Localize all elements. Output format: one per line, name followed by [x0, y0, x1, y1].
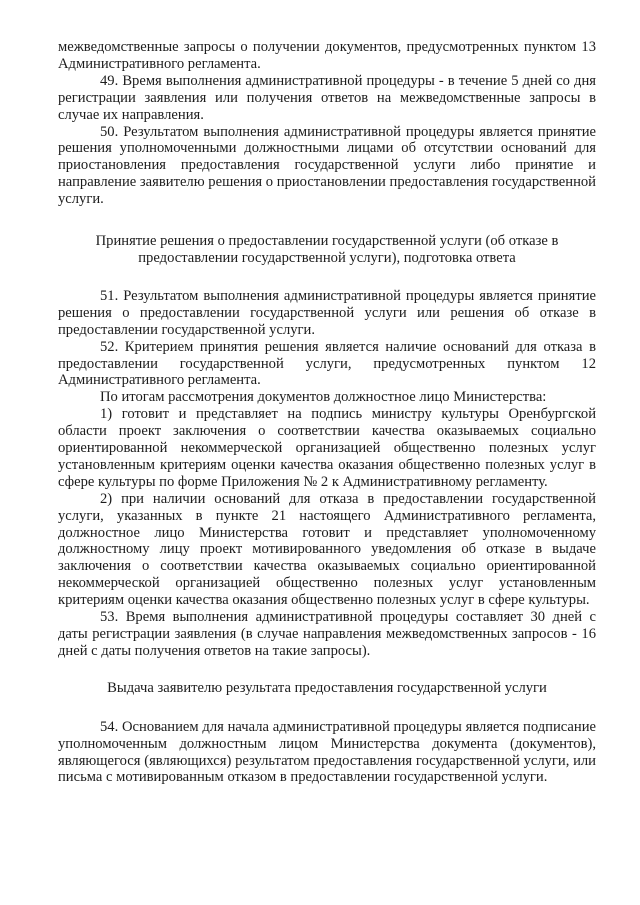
section-heading-decision: Принятие решения о предоставлении государственной услуги (об отказе в предоставлении государственной услуги), подготовка ответа [95, 233, 559, 266]
paragraph-51: 51. Результатом выполнения административной процедуры является принятие решения о предоставлении государственной услуги или решения об отказе в предоставлении государственной услуги. [58, 287, 596, 338]
paragraph-54: 54. Основанием для начала административной процедуры является подписание уполномоченным должностным лицом Министерства документа (документов), являющегося (являющихся) результатом предоставления государственной услуги, или письма с мотивированным отказом в предоставлении государственной услуги. [58, 718, 596, 786]
paragraph-item-1: 1) готовит и представляет на подпись министру культуры Оренбургской области проект заключения о соответствии качества оказываемых социально ориентированной некоммерческой организацией общественно полезных услуг установленным критериям оценки качества оказания общественно полезных услуг в сфере культуры по форме Приложения № 2 к Административному регламенту. [58, 406, 596, 490]
paragraph-53: 53. Время выполнения административной процедуры составляет 30 дней с даты регистрации заявления (в случае направления межведомственных запросов - 16 дней с даты получения ответов на такие запросы). [58, 609, 596, 659]
paragraph-52: 52. Критерием принятия решения является наличие оснований для отказа в предоставлении государственной услуги, предусмотренных пунктом 12 Административного регламента. [58, 338, 596, 389]
section-heading-issuance: Выдача заявителю результата предоставления государственной услуги [107, 679, 547, 696]
paragraph-item-2: 2) при наличии оснований для отказа в предоставлении государственной услуги, указанных в пункте 21 настоящего Административного регламента, должностное лицо Министерства готовит и представляет уполномоченному должностному лицу проект мотивированного уведомления об отказе в выдаче заключения о соответствии качества оказываемых социально ориентированной некоммерческой организацией общественно полезных услуг установленным критериям оценки качества оказания общественно полезных услуг в сфере культуры. [58, 490, 596, 609]
paragraph-continuation: межведомственные запросы о получении документов, предусмотренных пунктом 13 Административного регламента. [58, 39, 596, 72]
paragraph-review-results: По итогам рассмотрения документов должностное лицо Министерства: [100, 389, 547, 406]
paragraph-49: 49. Время выполнения административной процедуры - в течение 5 дней со дня регистрации заявления или получения ответов на межведомственные запросы в случае их направления. [58, 72, 596, 123]
paragraph-50: 50. Результатом выполнения административной процедуры является принятие решения уполномоченными должностными лицами об отсутствии оснований для приостановления предоставления государственной услуги либо принятие и направление заявителю решения о приостановлении предоставления государственной услуги. [58, 123, 596, 208]
document-page [58, 39, 596, 786]
